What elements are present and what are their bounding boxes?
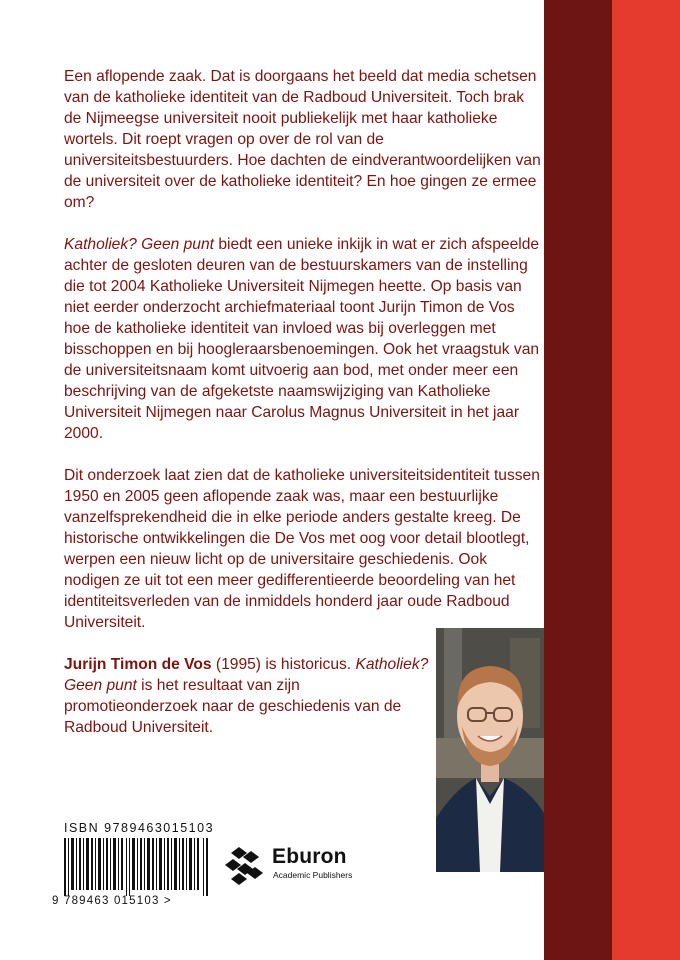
author-bio-book-title: Katholiek? Geen punt — [64, 656, 429, 694]
blurb-paragraph-3: Dit onderzoek laat zien dat de katholieke universiteitsidentiteit tussen 1950 en 2005 geen aflopende zaak was, maar een bestuurlijke vanzelfsprekendheid die in elke periode anders gestalte kreeg. De historische ontwikkelingen die De Vos met oog voor detail blootlegt, werpen een nieuw licht op de universitaire geschiedenis. Ook nodigen ze uit tot een meer gedifferentieerde beoordeling van het identiteitsverleden van de inmiddels honderd jaar oude Radboud Universiteit. — [64, 467, 540, 631]
barcode — [64, 838, 210, 896]
book-title-italic: Katholiek? Geen punt — [64, 236, 214, 253]
blurb-paragraph-2 — [64, 234, 542, 444]
isbn-label: ISBN 9789463015103 — [64, 821, 215, 835]
publisher-name: Eburon — [272, 845, 347, 868]
publisher-subtitle: Academic Publishers — [273, 870, 353, 880]
author-bio-year: (1995) is historicus. — [211, 656, 356, 673]
author-bio — [64, 654, 430, 738]
author-photo — [436, 628, 544, 872]
barcode-digits: 9 789463 015103 > — [52, 895, 172, 907]
author-name: Jurijn Timon de Vos — [64, 656, 212, 673]
eburon-logo-icon — [225, 845, 265, 885]
blurb-paragraph-1: Een aflopende zaak. Dat is doorgaans het beeld dat media schetsen van de katholieke identiteit van de Radboud Universiteit. Toch brak de Nijmeegse universiteit nooit publiekelijk met haar katholieke wortels. Dit roept vragen op over de rol van de universiteitsbestuurders. Hoe dachten de eindverantwoordelijken van de universiteit over de katholieke identiteit? En hoe gingen ze ermee om? — [64, 68, 541, 211]
red-stripe — [612, 0, 680, 960]
blurb-paragraph-2-text: biedt een unieke inkijk in wat er zich afspeelde achter de gesloten deuren van de bestuurskamers van de instelling die tot 2004 Katholieke Universiteit Nijmegen heette. Op basis van niet eerder onderzocht archiefmateriaal toont Jurijn Timon de Vos hoe de katholieke identiteit van invloed was bij overleggen met bisschoppen en bij hoogleraarsbenoemingen. Ook het vraagstuk van de universiteitsnaam komt uitvoerig aan bod, met onder meer een beschrijving van de afgeketste naamswijziging van Katholieke Universiteit Nijmegen naar Carolus Magnus Universiteit in het jaar 2000. — [64, 236, 540, 442]
author-bio-text: is het resultaat van zijn promotieonderzoek naar de geschiedenis van de Radboud Universiteit. — [64, 677, 402, 736]
dark-red-stripe — [544, 0, 612, 960]
